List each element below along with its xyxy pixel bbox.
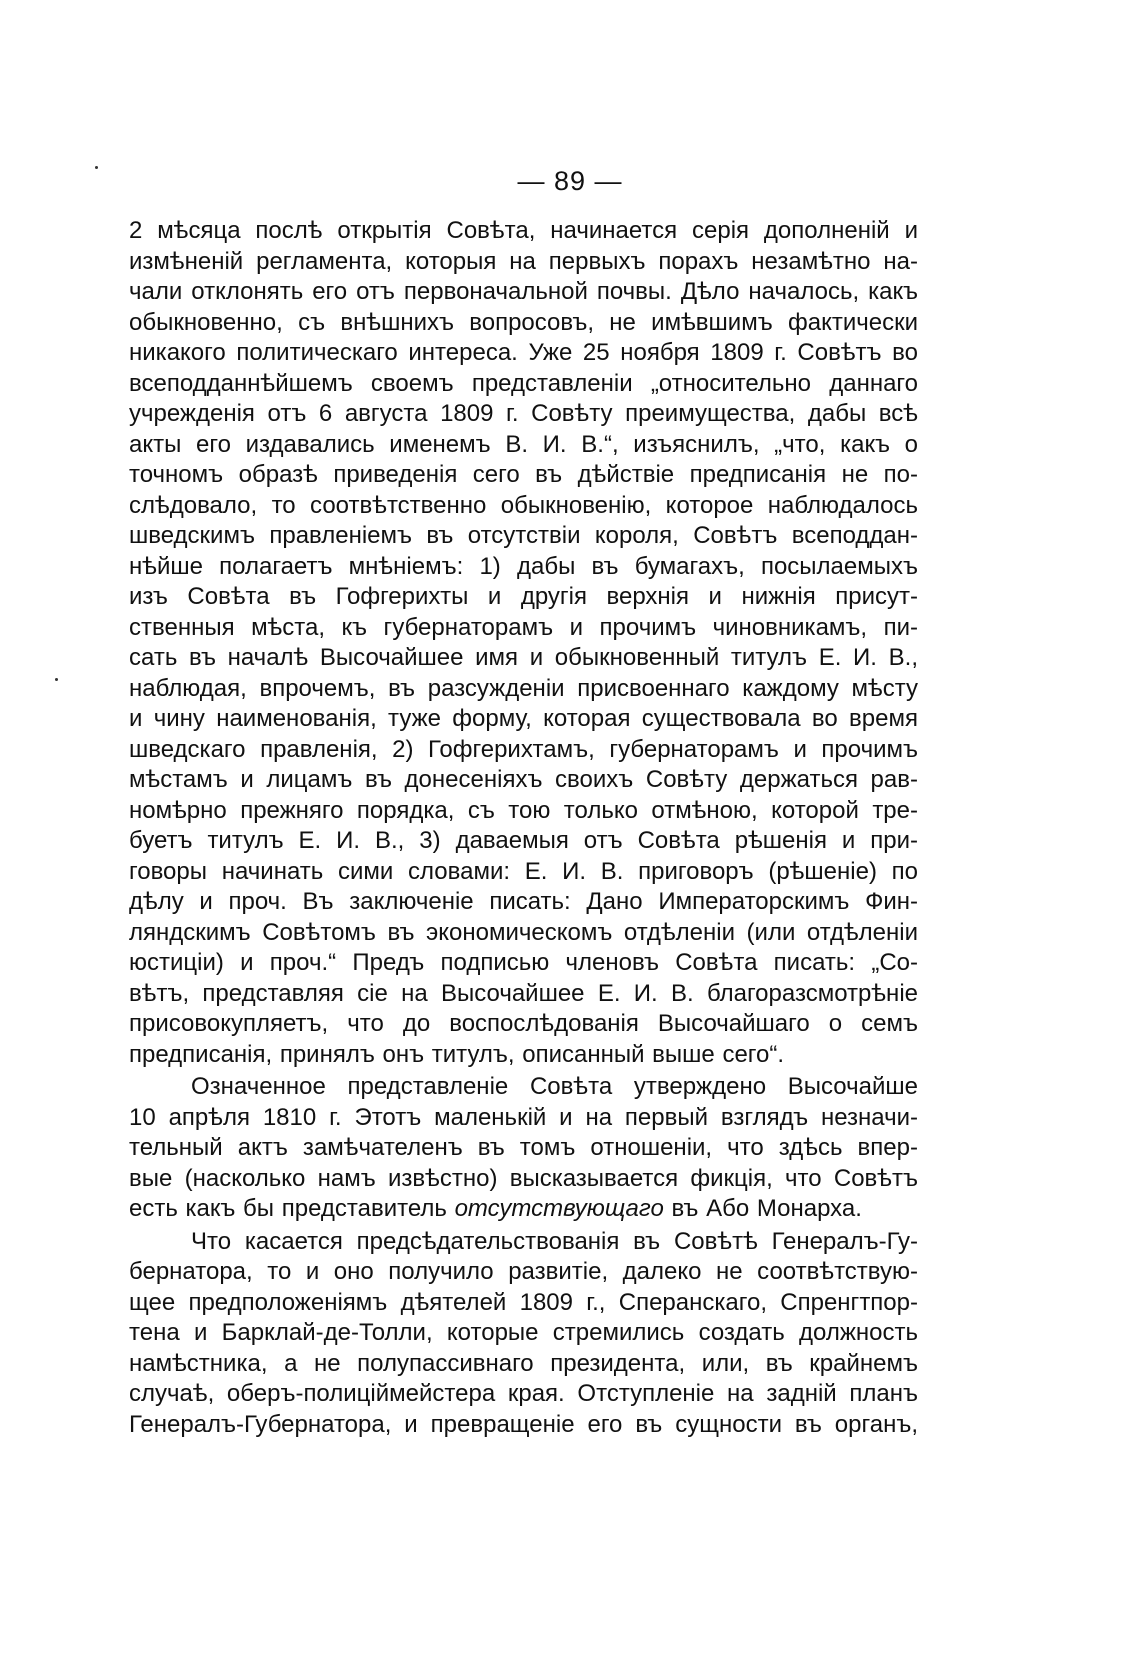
paragraph: [129, 1072, 918, 1225]
text-line: присовокупляетъ, что до воспослѣдованія Высочайшаго о семъ: [129, 1010, 918, 1037]
text-line: щее предположеніямъ дѣятелей 1809 г., Сперанскаго, Спренгтпор-: [129, 1288, 918, 1316]
paragraph: [129, 216, 918, 1070]
text-line: шведскимъ правленіемъ въ отсутствіи короля, Совѣтъ всеподдан-: [129, 522, 918, 549]
text-line: буетъ титулъ Е. И. В., 3) даваемыя отъ Совѣта рѣшенія и при-: [129, 827, 918, 854]
text-segment: въ Або Монарха.: [663, 1195, 862, 1222]
text-line: изъ Совѣта въ Гофгерихты и другія верхнія и нижнія присут-: [129, 583, 918, 610]
text-line: случаѣ, оберъ-полиціймейстера края. Отступленіе на задній планъ: [129, 1380, 918, 1407]
paragraph: [129, 1227, 918, 1441]
text-line: шведскаго правленія, 2) Гофгерихтамъ, губернаторамъ и прочимъ: [129, 735, 918, 763]
text-line: Означенное представленіе Совѣта утверждено Высочайше: [191, 1073, 918, 1100]
text-line: ляндскимъ Совѣтомъ въ экономическомъ отдѣленіи (или отдѣленіи: [129, 918, 918, 946]
text-line: никакого политическаго интереса. Уже 25 ноября 1809 г. Совѣтъ во: [129, 339, 918, 366]
text-line: сать въ началѣ Высочайшее имя и обыкновенный титулъ Е. И. В.,: [129, 644, 918, 671]
text-line: тельный актъ замѣчателенъ въ томъ отношеніи, что здѣсь впер-: [129, 1134, 918, 1161]
text-line: ственныя мѣста, къ губернаторамъ и прочимъ чиновникамъ, пи-: [129, 613, 918, 641]
text-line: 2 мѣсяца послѣ открытія Совѣта, начинается серія дополненій и: [129, 217, 918, 244]
text-line: учрежденія отъ 6 августа 1809 г. Совѣту преимущества, дабы всѣ: [129, 400, 918, 427]
body-text: [129, 216, 918, 1440]
text-line: вѣтъ, представляя сіе на Высочайшее Е. И. В. благоразсмотрѣніе: [129, 979, 918, 1007]
text-line: наблюдая, впрочемъ, въ разсужденіи присвоеннаго каждому мѣсту: [129, 674, 918, 702]
text-line: тена и Барклай-де-Толли, которые стремились создать должность: [129, 1319, 918, 1346]
text-line: всеподданнѣйшемъ своемъ представленіи „относительно даннаго: [129, 369, 918, 397]
text-line: номѣрно прежняго порядка, съ тою только отмѣною, которой тре-: [129, 796, 918, 824]
text-line: юстиціи) и проч.“ Предъ подписью членовъ Совѣта писать: „Со-: [129, 949, 918, 976]
text-line: измѣненій регламента, которыя на первыхъ порахъ незамѣтно на-: [129, 247, 918, 275]
scan-speck: [55, 678, 58, 681]
text-segment: есть какъ бы представитель: [129, 1195, 455, 1222]
text-line: точномъ образѣ приведенія сего въ дѣйствіе предписанія не по-: [129, 461, 918, 488]
text-line: нѣйше полагаетъ мнѣніемъ: 1) дабы въ бумагахъ, посылаемыхъ: [129, 552, 918, 580]
text-line: [129, 1194, 918, 1225]
page-number: — 89 —: [517, 166, 623, 196]
text-line: обыкновенно, съ внѣшнихъ вопросовъ, не имѣвшимъ фактически: [129, 308, 918, 336]
text-line: чали отклонять его отъ первоначальной почвы. Дѣло началось, какъ: [129, 278, 918, 305]
text-line: бернатора, то и оно получило развитіе, далеко не соотвѣтствую-: [129, 1258, 918, 1285]
text-line: 10 апрѣля 1810 г. Этотъ маленькій и на первый взглядъ незначи-: [129, 1103, 918, 1131]
italic-emphasis: отсутствующаго: [454, 1195, 664, 1222]
text-line: акты его издавались именемъ В. И. В.“, изъяснилъ, „что, какъ о: [129, 430, 918, 458]
text-line: и чину наименованія, туже форму, которая существовала во время: [129, 705, 918, 732]
text-line: слѣдовало, то соотвѣтственно обыкновенію, которое наблюдалось: [129, 491, 918, 519]
text-line: Что касается предсѣдательствованія въ Совѣтѣ Генералъ-Гу-: [191, 1227, 918, 1255]
text-line: говоры начинать сими словами: Е. И. В. приговоръ (рѣшеніе) по: [129, 857, 918, 885]
text-line: мѣстамъ и лицамъ въ донесеніяхъ своихъ Совѣту держаться рав-: [129, 766, 918, 793]
text-line: намѣстника, а не полупассивнаго президента, или, въ крайнемъ: [129, 1349, 918, 1377]
text-line: предписанія, принялъ онъ титулъ, описанный выше сего“.: [129, 1040, 785, 1068]
text-line: дѣлу и проч. Въ заключеніе писать: Дано Императорскимъ Фин-: [129, 888, 918, 915]
text-line: Генералъ-Губернатора, и превращеніе его въ сущности въ органъ,: [129, 1410, 918, 1438]
text-line: вые (насколько намъ извѣстно) высказывается фикція, что Совѣтъ: [129, 1164, 918, 1192]
